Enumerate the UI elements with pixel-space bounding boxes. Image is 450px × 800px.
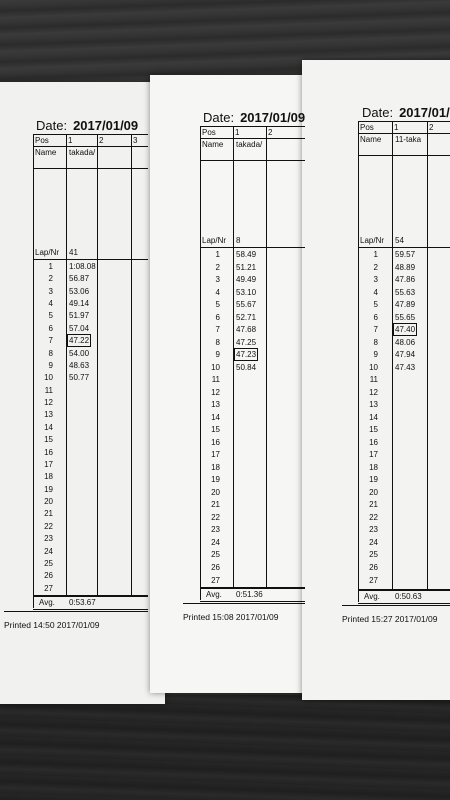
- avg-rule-top: [200, 587, 305, 589]
- table-border-left: [200, 126, 201, 600]
- table-rule: [358, 155, 450, 156]
- lap-time: 51.97: [69, 311, 90, 321]
- lap-time: 59.57: [395, 250, 416, 259]
- table-rule: [200, 160, 305, 161]
- lap-number: 2: [48, 274, 53, 284]
- lap-time: 49.14: [69, 299, 90, 309]
- lap-number: 8: [215, 337, 220, 347]
- kart-number: 8: [236, 236, 241, 245]
- table-rule: [358, 133, 450, 134]
- lap-number: 9: [48, 360, 53, 370]
- lap-number: 13: [44, 410, 53, 420]
- column-divider: [266, 126, 267, 588]
- lap-time: 48.06: [395, 337, 416, 347]
- lap-time: 54.00: [69, 348, 90, 358]
- lap-number: 24: [44, 546, 53, 556]
- date-label: Date:: [36, 118, 68, 133]
- avg-rule-top: [358, 589, 450, 591]
- lap-number: 19: [211, 475, 220, 485]
- best-lap-time: 47.23: [236, 350, 257, 360]
- avg-rule-bottom: [200, 601, 305, 602]
- lap-time: 56.87: [69, 274, 90, 284]
- lap-number: 13: [211, 400, 220, 410]
- printed-timestamp: Printed 15:08 2017/01/09: [183, 612, 279, 622]
- kart-number: 41: [69, 248, 78, 257]
- lap-number: 27: [369, 575, 378, 585]
- lap-time: 1:08.08: [69, 262, 96, 271]
- lap-number: 26: [369, 563, 378, 572]
- lap-number: 8: [48, 348, 53, 358]
- lap-number: 16: [211, 437, 220, 447]
- date-value: 2017/01/09: [240, 110, 306, 125]
- pos-column-1: 1: [235, 128, 240, 137]
- lap-time: 55.63: [395, 287, 416, 297]
- lap-number: 22: [44, 521, 53, 531]
- lap-number: 18: [211, 462, 220, 472]
- footer-rule: [183, 603, 305, 604]
- lap-number: 10: [211, 362, 220, 372]
- lap-number: 10: [369, 362, 378, 372]
- lap-number: 25: [369, 550, 378, 560]
- lap-time: 53.10: [236, 287, 257, 297]
- kart-number: 54: [395, 236, 404, 245]
- lap-number: 12: [44, 398, 53, 408]
- lap-number: 17: [211, 450, 220, 460]
- lap-time: 52.71: [236, 312, 257, 322]
- lap-number: 23: [369, 525, 378, 535]
- lap-number: 22: [211, 512, 220, 522]
- lap-number: 5: [48, 311, 53, 321]
- lap-number: 20: [44, 497, 53, 507]
- column-divider: [131, 134, 132, 596]
- name-label: Name: [360, 135, 382, 144]
- best-lap-time: 47.22: [69, 336, 90, 346]
- lap-number: 21: [44, 509, 53, 519]
- lap-number: 15: [211, 425, 220, 435]
- name-label: Name: [35, 148, 57, 157]
- lap-number: 22: [369, 512, 378, 522]
- lap-number: 18: [369, 462, 378, 472]
- lap-number: 1: [48, 262, 53, 271]
- lap-number: 3: [48, 286, 53, 296]
- lap-number: 27: [211, 575, 220, 585]
- date-underline: [200, 126, 305, 127]
- lap-number: 11: [369, 375, 378, 385]
- table-rule: [200, 247, 305, 248]
- lap-number: 24: [369, 537, 378, 547]
- lap-number: 26: [211, 563, 220, 572]
- lap-number: 1: [215, 250, 220, 259]
- lap-number: 2: [373, 262, 378, 272]
- lap-nr-label: Lap/Nr: [35, 248, 60, 257]
- lap-time: 47.68: [236, 325, 257, 335]
- pos-column-1: 1: [394, 123, 399, 132]
- lap-number: 12: [211, 387, 220, 397]
- lap-number: 7: [215, 325, 220, 335]
- lap-number: 14: [369, 412, 378, 422]
- lap-time: 53.06: [69, 286, 90, 296]
- avg-time: 0:50.63: [395, 592, 422, 601]
- date-header: [36, 118, 138, 133]
- lap-number: 20: [211, 487, 220, 497]
- table-rule: [358, 247, 450, 248]
- lap-time: 49.49: [236, 275, 257, 285]
- printed-timestamp: Printed 14:50 2017/01/09: [4, 620, 100, 630]
- lap-number: 3: [373, 275, 378, 285]
- lap-number: 4: [215, 287, 220, 297]
- lap-time: 50.84: [236, 362, 257, 372]
- lap-number: 9: [373, 350, 378, 360]
- lap-number: 6: [373, 312, 378, 322]
- lap-number: 25: [211, 550, 220, 560]
- lap-number: 14: [44, 422, 53, 432]
- lap-number: 3: [215, 275, 220, 285]
- lap-number: 19: [369, 475, 378, 485]
- lap-number: 18: [44, 472, 53, 482]
- avg-time: 0:51.36: [236, 590, 263, 599]
- lap-number: 17: [44, 459, 53, 469]
- lap-number: 2: [215, 262, 220, 272]
- pos-label: Pos: [35, 136, 49, 145]
- lap-number: 23: [44, 534, 53, 544]
- column-divider: [392, 121, 393, 590]
- pos-label: Pos: [202, 128, 216, 137]
- wooden-table-bottom: [0, 695, 450, 800]
- lap-time: 58.49: [236, 250, 257, 259]
- lap-number: 6: [215, 312, 220, 322]
- table-rule: [200, 138, 305, 139]
- lap-number: 10: [44, 373, 53, 383]
- lap-time: 48.89: [395, 262, 416, 272]
- lap-number: 19: [44, 484, 53, 494]
- lap-number: 15: [44, 435, 53, 445]
- date-header: [203, 110, 305, 125]
- lap-number: 14: [211, 412, 220, 422]
- table-border-left: [33, 134, 34, 608]
- pos-column-2: 2: [429, 123, 434, 132]
- lap-time: 47.43: [395, 362, 416, 372]
- lap-number: 4: [373, 287, 378, 297]
- lap-time: 47.94: [395, 350, 416, 360]
- avg-time: 0:53.67: [69, 598, 96, 607]
- lap-number: 9: [215, 350, 220, 360]
- lap-number: 24: [211, 537, 220, 547]
- avg-label: Avg.: [206, 590, 222, 599]
- lap-number: 6: [48, 323, 53, 333]
- lap-number: 13: [369, 400, 378, 410]
- driver-name: 11-taka: [395, 135, 422, 144]
- column-divider: [427, 121, 428, 590]
- lap-number: 4: [48, 299, 53, 309]
- lap-nr-label: Lap/Nr: [202, 236, 227, 245]
- printed-timestamp: Printed 15:27 2017/01/09: [342, 614, 438, 624]
- lap-number: 17: [369, 450, 378, 460]
- lap-number: 12: [369, 387, 378, 397]
- lap-number: 20: [369, 487, 378, 497]
- date-header: [362, 105, 450, 120]
- lap-time: 57.04: [69, 323, 90, 333]
- lap-time: 47.89: [395, 300, 416, 310]
- lap-time: 50.77: [69, 373, 90, 383]
- avg-rule-bottom: [358, 603, 450, 604]
- avg-label: Avg.: [364, 592, 380, 601]
- pos-label: Pos: [360, 123, 374, 132]
- lap-time: 48.63: [69, 360, 90, 370]
- lap-number: 26: [44, 571, 53, 581]
- lap-number: 7: [373, 325, 378, 335]
- footer-rule: [4, 611, 148, 612]
- lap-number: 7: [48, 336, 53, 346]
- lap-number: 23: [211, 525, 220, 535]
- lap-number: 11: [211, 375, 220, 385]
- avg-label: Avg.: [39, 598, 55, 607]
- best-lap-time: 47.40: [395, 325, 416, 335]
- lap-number: 16: [44, 447, 53, 457]
- pos-column-3: 3: [133, 136, 138, 145]
- lap-number: 8: [373, 337, 378, 347]
- name-label: Name: [202, 140, 224, 149]
- lap-time: 55.65: [395, 312, 416, 322]
- date-label: Date:: [362, 105, 394, 120]
- pos-column-2: 2: [268, 128, 273, 137]
- lap-time: 51.21: [236, 262, 257, 272]
- column-divider: [97, 134, 98, 596]
- lap-number: 1: [373, 250, 378, 259]
- lap-number: 5: [373, 300, 378, 310]
- lap-time: 55.67: [236, 300, 257, 310]
- lap-number: 15: [369, 425, 378, 435]
- lap-time: 47.25: [236, 337, 257, 347]
- lap-number: 11: [44, 385, 53, 395]
- driver-name: takada/: [69, 148, 96, 157]
- lap-number: 27: [44, 583, 53, 593]
- footer-rule: [342, 605, 450, 606]
- pos-column-2: 2: [99, 136, 104, 145]
- date-value: 2017/01/: [399, 105, 450, 120]
- table-border-left: [358, 121, 359, 602]
- lap-number: 25: [44, 558, 53, 568]
- column-divider: [66, 134, 67, 596]
- column-divider: [233, 126, 234, 588]
- lap-number: 21: [369, 500, 378, 510]
- date-underline: [358, 121, 450, 122]
- lap-number: 5: [215, 300, 220, 310]
- avg-rule-top: [33, 595, 148, 597]
- lap-time: 47.86: [395, 275, 416, 285]
- lap-number: 16: [369, 437, 378, 447]
- driver-name: takada/: [236, 140, 263, 149]
- lap-number: 21: [211, 500, 220, 510]
- pos-column-1: 1: [68, 136, 73, 145]
- avg-rule-bottom: [33, 609, 148, 610]
- date-label: Date:: [203, 110, 235, 125]
- date-value: 2017/01/09: [73, 118, 139, 133]
- lap-nr-label: Lap/Nr: [360, 236, 385, 245]
